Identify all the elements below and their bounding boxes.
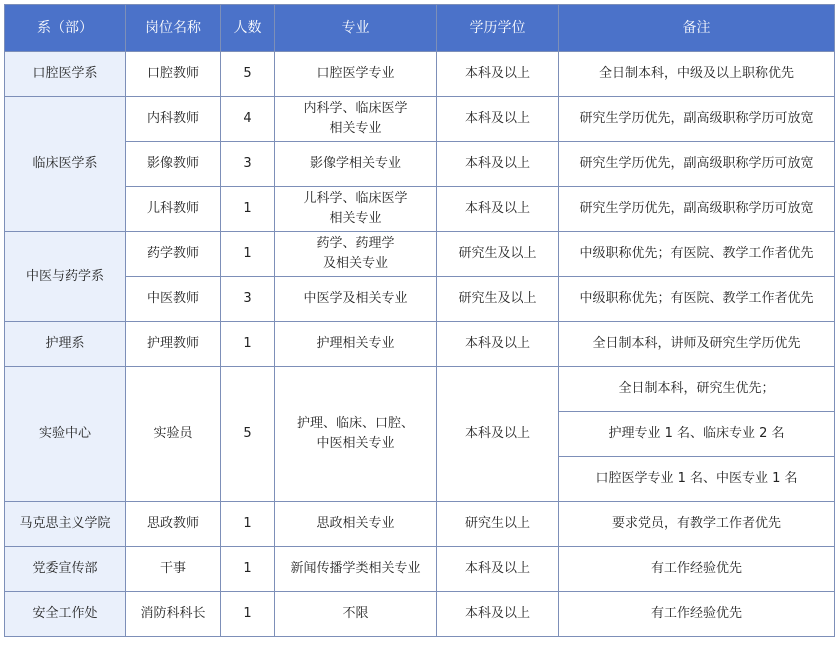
count-cell: 1 xyxy=(221,232,275,277)
major-line: 药学、药理学 xyxy=(316,236,395,251)
table-row xyxy=(5,322,835,367)
major-cell: 影像学相关专业 xyxy=(275,142,437,187)
count-cell: 1 xyxy=(221,187,275,232)
count-cell: 5 xyxy=(221,367,275,502)
count-cell: 5 xyxy=(221,52,275,97)
note-cell: 全日制本科，中级及以上职称优先 xyxy=(559,52,835,97)
major-cell: 口腔医学专业 xyxy=(275,52,437,97)
education-cell: 本科及以上 xyxy=(437,322,559,367)
post-cell: 药学教师 xyxy=(126,232,221,277)
dept-cell: 护理系 xyxy=(5,322,126,367)
header-count: 人数 xyxy=(221,5,275,52)
note-cell: 口腔医学专业 1 名、中医专业 1 名 xyxy=(559,457,835,502)
education-cell: 本科及以上 xyxy=(437,187,559,232)
dept-cell: 马克思主义学院 xyxy=(5,502,126,547)
header-major: 专业 xyxy=(275,5,437,52)
post-cell: 中医教师 xyxy=(126,277,221,322)
count-cell: 1 xyxy=(221,322,275,367)
major-line: 护理、临床、口腔、 xyxy=(296,416,414,431)
table-row xyxy=(5,547,835,592)
table-header-row xyxy=(5,5,835,52)
note-cell: 要求党员，有教学工作者优先 xyxy=(559,502,835,547)
note-cell: 中级职称优先；有医院、教学工作者优先 xyxy=(559,277,835,322)
recruitment-table xyxy=(4,4,835,637)
header-post: 岗位名称 xyxy=(126,5,221,52)
dept-cell: 临床医学系 xyxy=(5,97,126,232)
major-cell: 思政相关专业 xyxy=(275,502,437,547)
table-row xyxy=(5,277,835,322)
education-cell: 研究生及以上 xyxy=(437,277,559,322)
post-cell: 思政教师 xyxy=(126,502,221,547)
post-cell: 护理教师 xyxy=(126,322,221,367)
major-cell xyxy=(275,367,437,502)
major-cell xyxy=(275,232,437,277)
table-row xyxy=(5,187,835,232)
count-cell: 4 xyxy=(221,97,275,142)
count-cell: 1 xyxy=(221,502,275,547)
major-cell xyxy=(275,97,437,142)
table-row xyxy=(5,502,835,547)
count-cell: 1 xyxy=(221,547,275,592)
dept-cell: 中医与药学系 xyxy=(5,232,126,322)
major-cell: 中医学及相关专业 xyxy=(275,277,437,322)
header-education: 学历学位 xyxy=(437,5,559,52)
note-cell: 全日制本科，讲师及研究生学历优先 xyxy=(559,322,835,367)
dept-cell: 党委宣传部 xyxy=(5,547,126,592)
major-cell xyxy=(275,187,437,232)
major-cell: 新闻传播学类相关专业 xyxy=(275,547,437,592)
note-cell: 研究生学历优先，副高级职称学历可放宽 xyxy=(559,97,835,142)
major-line: 相关专业 xyxy=(329,121,382,136)
education-cell: 研究生以上 xyxy=(437,502,559,547)
dept-cell: 口腔医学系 xyxy=(5,52,126,97)
note-cell: 有工作经验优先 xyxy=(559,592,835,637)
major-line: 中医相关专业 xyxy=(316,436,395,451)
count-cell: 1 xyxy=(221,592,275,637)
note-cell: 中级职称优先；有医院、教学工作者优先 xyxy=(559,232,835,277)
header-note: 备注 xyxy=(559,5,835,52)
education-cell: 本科及以上 xyxy=(437,52,559,97)
table-row xyxy=(5,97,835,142)
education-cell: 本科及以上 xyxy=(437,97,559,142)
count-cell: 3 xyxy=(221,277,275,322)
table-row xyxy=(5,52,835,97)
education-cell: 本科及以上 xyxy=(437,142,559,187)
table-row xyxy=(5,367,835,412)
major-line: 内科学、临床医学 xyxy=(303,101,408,116)
note-cell: 全日制本科，研究生优先； xyxy=(559,367,835,412)
note-cell: 护理专业 1 名、临床专业 2 名 xyxy=(559,412,835,457)
education-cell: 研究生及以上 xyxy=(437,232,559,277)
major-cell: 不限 xyxy=(275,592,437,637)
education-cell: 本科及以上 xyxy=(437,367,559,502)
major-line: 儿科学、临床医学 xyxy=(303,191,408,206)
major-cell: 护理相关专业 xyxy=(275,322,437,367)
post-cell: 口腔教师 xyxy=(126,52,221,97)
post-cell: 消防科科长 xyxy=(126,592,221,637)
note-cell: 研究生学历优先，副高级职称学历可放宽 xyxy=(559,187,835,232)
post-cell: 影像教师 xyxy=(126,142,221,187)
education-cell: 本科及以上 xyxy=(437,592,559,637)
education-cell: 本科及以上 xyxy=(437,547,559,592)
dept-cell: 实验中心 xyxy=(5,367,126,502)
count-cell: 3 xyxy=(221,142,275,187)
major-line: 及相关专业 xyxy=(322,256,388,271)
note-cell: 有工作经验优先 xyxy=(559,547,835,592)
note-cell: 研究生学历优先，副高级职称学历可放宽 xyxy=(559,142,835,187)
dept-cell: 安全工作处 xyxy=(5,592,126,637)
post-cell: 实验员 xyxy=(126,367,221,502)
table-row xyxy=(5,592,835,637)
post-cell: 内科教师 xyxy=(126,97,221,142)
post-cell: 儿科教师 xyxy=(126,187,221,232)
post-cell: 干事 xyxy=(126,547,221,592)
header-dept: 系（部） xyxy=(5,5,126,52)
major-line: 相关专业 xyxy=(329,211,382,226)
table-row xyxy=(5,232,835,277)
table-row xyxy=(5,142,835,187)
